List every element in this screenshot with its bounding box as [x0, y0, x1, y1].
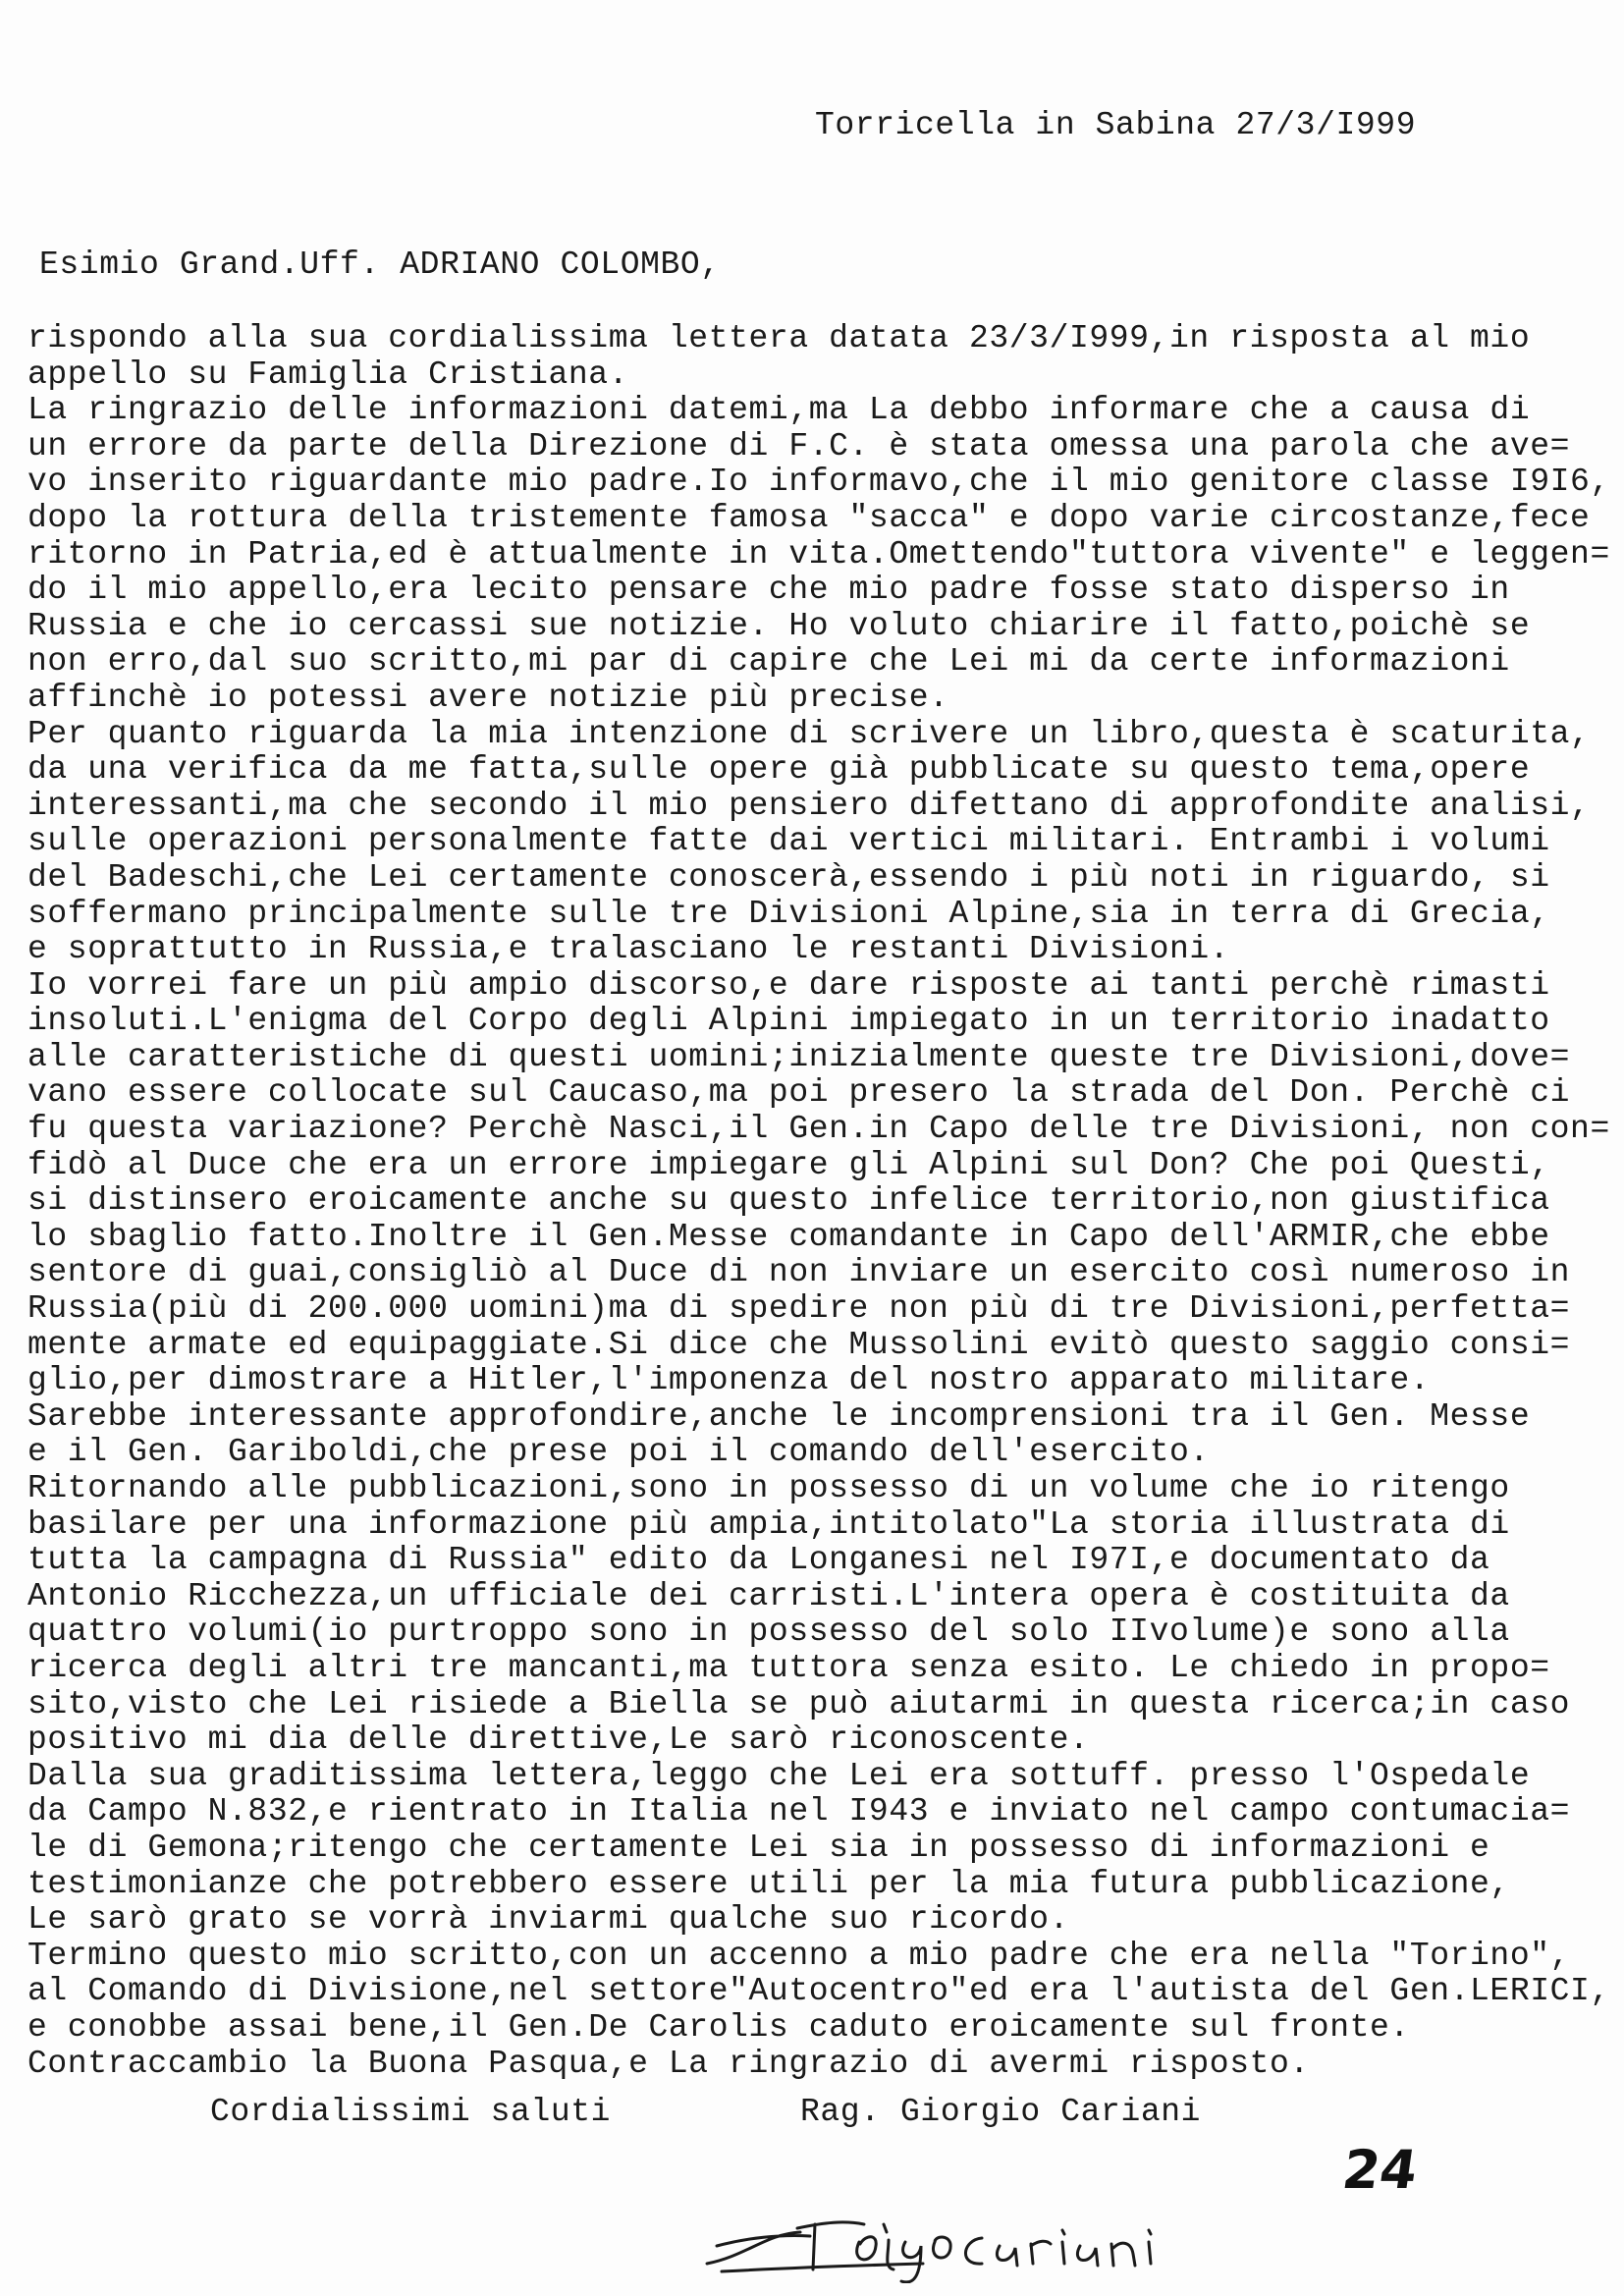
body-line: sentore di guai,consigliò al Duce di non inviare un esercito così numeroso in: [27, 1254, 1571, 1291]
body-line: al Comando di Divisione,nel settore"Autocentro"ed era l'autista del Gen.LERICI,: [27, 1973, 1610, 2010]
letter-body: [27, 321, 1608, 2082]
body-line: Per quanto riguarda la mia intenzione di scrivere un libro,questa è scaturita,: [27, 715, 1591, 752]
body-line: Le sarò grato se vorrà inviarmi qualche suo ricordo.: [27, 1901, 1069, 1939]
body-line: si distinsero eroicamente anche su questo infelice territorio,non giustifica: [27, 1182, 1550, 1220]
body-line: affinchè io potessi avere notizie più precise.: [27, 679, 949, 716]
body-line: testimonianze che potrebbero essere utili per la mia futura pubblicazione,: [27, 1865, 1510, 1902]
body-line: sulle operazioni personalmente fatte dai vertici militari. Entrambi i volumi: [27, 823, 1550, 860]
closing: Cordialissimi saluti: [210, 2094, 612, 2130]
body-line: non erro,dal suo scritto,mi par di capire che Lei mi da certe informazioni: [27, 643, 1510, 681]
body-line: Contraccambio la Buona Pasqua,e La ringrazio di avermi risposto.: [27, 2045, 1310, 2082]
body-line: Antonio Ricchezza,un ufficiale dei carristi.L'intera opera è costituita da: [27, 1577, 1510, 1614]
body-line: e conobbe assai bene,il Gen.De Carolis caduto eroicamente sul fronte.: [27, 2008, 1410, 2046]
body-line: vano essere collocate sul Caucaso,ma poi presero la strada del Don. Perchè ci: [27, 1074, 1571, 1112]
body-line: glio,per dimostrare a Hitler,l'imponenza del nostro apparato militare.: [27, 1362, 1431, 1399]
body-line: vo inserito riguardante mio padre.Io informavo,che il mio genitore classe I9I6,: [27, 464, 1610, 501]
body-line: positivo mi dia delle direttive,Le sarò riconoscente.: [27, 1722, 1090, 1759]
body-line: fidò al Duce che era un errore impiegare gli Alpini sul Don? Che poi Questi,: [27, 1146, 1550, 1183]
body-line: interessanti,ma che secondo il mio pensiero difettano di approfondite analisi,: [27, 787, 1591, 824]
body-line: del Badeschi,che Lei certamente conoscerà,essendo i più noti in riguardo, si: [27, 858, 1550, 896]
body-line: rispondo alla sua cordialissima lettera datata 23/3/I999,in risposta al mio: [27, 320, 1531, 356]
body-line: e soprattutto in Russia,e tralasciano le restanti Divisioni.: [27, 931, 1230, 968]
body-line: mente armate ed equipaggiate.Si dice che Mussolini evitò questo saggio consi=: [27, 1326, 1571, 1363]
body-line: da Campo N.832,e rientrato in Italia nel I943 e inviato nel campo contumacia=: [27, 1793, 1571, 1831]
body-line: e il Gen. Gariboldi,che prese poi il comando dell'esercito.: [27, 1434, 1210, 1471]
body-line: Russia(più di 200.000 uomini)ma di spedire non più di tre Divisioni,perfetta=: [27, 1290, 1571, 1328]
body-line: lo sbaglio fatto.Inoltre il Gen.Messe comandante in Capo dell'ARMIR,che ebbe: [27, 1218, 1550, 1255]
body-line: Termino questo mio scritto,con un accenno a mio padre che era nella "Torino",: [27, 1937, 1571, 1974]
handwritten-signature: [687, 2195, 1218, 2283]
body-line: sito,visto che Lei risiede a Biella se può aiutarmi in questa ricerca;in caso: [27, 1685, 1571, 1722]
body-line: le di Gemona;ritengo che certamente Lei sia in possesso di informazioni e: [27, 1829, 1490, 1866]
dateline: Torricella in Sabina 27/3/I999: [815, 107, 1417, 143]
body-line: Io vorrei fare un più ampio discorso,e dare risposte ai tanti perchè rimasti: [27, 966, 1550, 1004]
body-line: dopo la rottura della tristemente famosa "sacca" e dopo varie circostanze,fece: [27, 499, 1591, 536]
body-line: basilare per una informazione più ampia,intitolato"La storia illustrata di: [27, 1505, 1510, 1543]
body-line: alle caratteristiche di questi uomini;inizialmente queste tre Divisioni,dove=: [27, 1038, 1571, 1075]
body-line: Ritornando alle pubblicazioni,sono in possesso di un volume che io ritengo: [27, 1470, 1510, 1506]
body-line: ritorno in Patria,ed è attualmente in vita.Omettendo"tuttora vivente" e leggen=: [27, 535, 1610, 573]
body-line: un errore da parte della Direzione di F.C. è stata omessa una parola che ave=: [27, 427, 1571, 465]
page-number: 24: [1338, 2139, 1422, 2201]
body-line: quattro volumi(io purtroppo sono in possesso del solo IIvolume)e sono alla: [27, 1613, 1510, 1651]
body-line: soffermano principalmente sulle tre Divisioni Alpine,sia in terra di Grecia,: [27, 895, 1550, 932]
body-line: La ringrazio delle informazioni datemi,ma La debbo informare che a causa di: [27, 392, 1531, 429]
body-line: fu questa variazione? Perchè Nasci,il Gen.in Capo delle tre Divisioni, non con=: [27, 1111, 1610, 1148]
body-line: Sarebbe interessante approfondire,anche le incomprensioni tra il Gen. Messe: [27, 1397, 1531, 1435]
body-line: tutta la campagna di Russia" edito da Longanesi nel I97I,e documentato da: [27, 1542, 1490, 1579]
salutation: Esimio Grand.Uff. ADRIANO COLOMBO,: [39, 246, 721, 283]
body-line: da una verifica da me fatta,sulle opere già pubblicate su questo tema,opere: [27, 751, 1531, 789]
body-line: Russia e che io cercassi sue notizie. Ho voluto chiarire il fatto,poichè se: [27, 607, 1531, 644]
signer-name: Rag. Giorgio Cariani: [800, 2094, 1202, 2130]
body-line: do il mio appello,era lecito pensare che mio padre fosse stato disperso in: [27, 572, 1510, 609]
body-line: appello su Famiglia Cristiana.: [27, 355, 629, 393]
body-line: Dalla sua graditissima lettera,leggo che Lei era sottuff. presso l'Ospedale: [27, 1757, 1531, 1794]
body-line: insoluti.L'enigma del Corpo degli Alpini impiegato in un territorio inadatto: [27, 1003, 1550, 1040]
body-line: ricerca degli altri tre mancanti,ma tuttora senza esito. Le chiedo in propo=: [27, 1649, 1550, 1686]
